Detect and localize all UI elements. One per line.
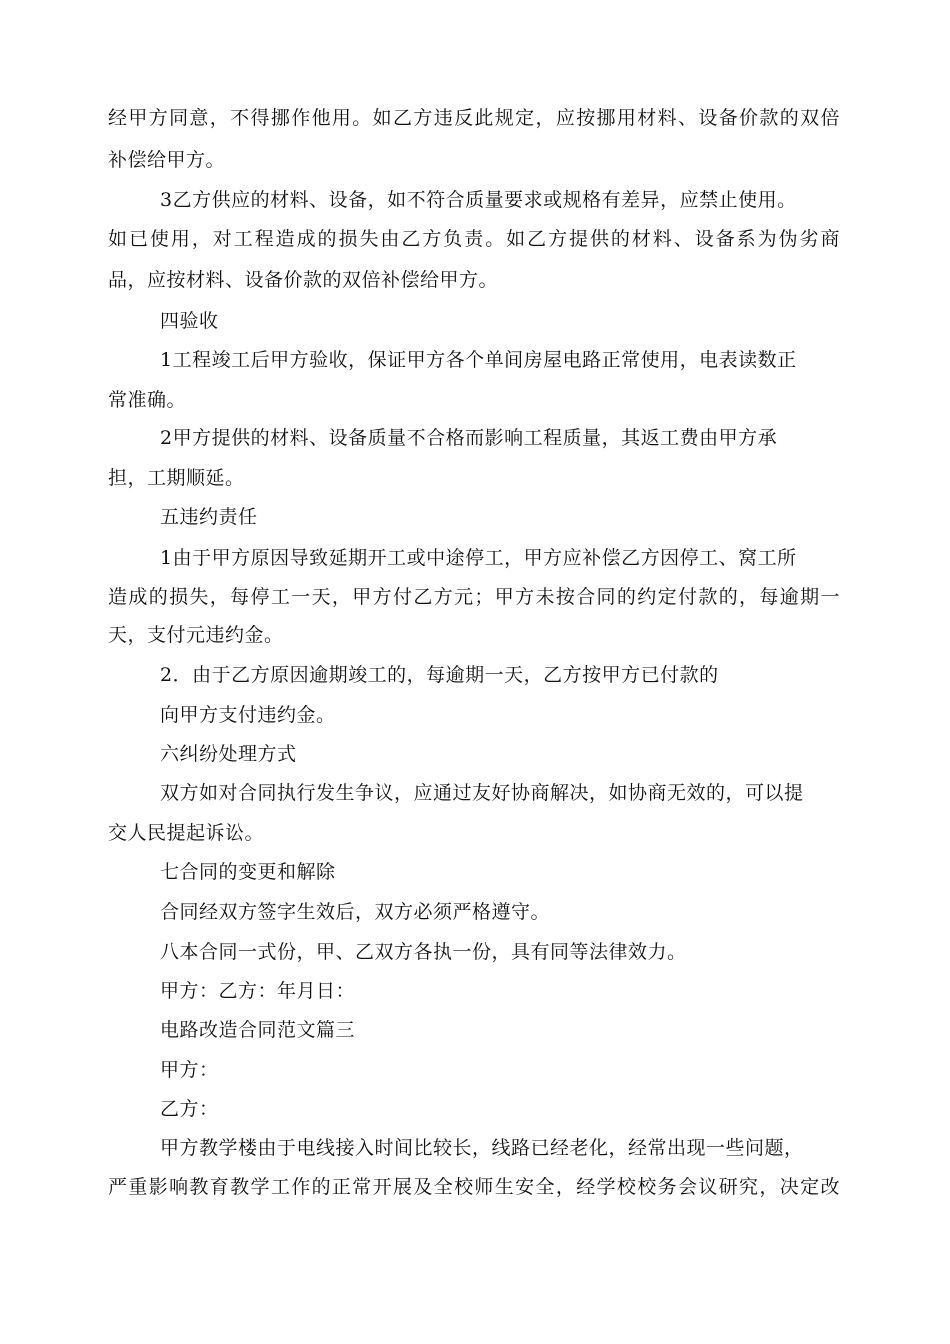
party-b-label: 乙方： xyxy=(160,1098,219,1120)
section-heading: 四验收 xyxy=(160,310,219,332)
text-line: 2甲方提供的材料、设备质量不合格而影响工程质量，其返工费由甲方承 xyxy=(160,427,778,449)
text-line: 担，工期顺延。 xyxy=(108,467,245,489)
text-line: 天，支付元违约金。 xyxy=(108,624,284,646)
text-line: 严重影响教育教学工作的正常开展及全校师生安全，经学校校务会议研究，决定改 xyxy=(108,1176,840,1198)
text-line: 补偿给甲方。 xyxy=(108,149,226,171)
template-title: 电路改造合同范文篇三 xyxy=(160,1019,356,1041)
text-line: 合同经双方签字生效后，双方必须严格遵守。 xyxy=(160,901,551,923)
text-line: 经甲方同意，不得挪作他用。如乙方违反此规定，应按挪用材料、设备价款的双倍 xyxy=(108,107,840,129)
text-line: 交人民提起诉讼。 xyxy=(108,822,265,844)
text-line: 甲方教学楼由于电线接入时间比较长，线路已经老化，经常出现一些问题， xyxy=(160,1137,804,1159)
text-line: 八本合同一式份，甲、乙双方各执一份，具有同等法律效力。 xyxy=(160,941,687,963)
text-line: 常准确。 xyxy=(108,389,187,411)
text-line: 3乙方供应的材料、设备，如不符合质量要求或规格有差异，应禁止使用。 xyxy=(160,189,797,211)
text-line: 品，应按材料、设备价款的双倍补偿给甲方。 xyxy=(108,269,499,291)
section-heading: 六纠纷处理方式 xyxy=(160,743,297,765)
section-heading: 五违约责任 xyxy=(160,506,258,528)
text-line: 1工程竣工后甲方验收，保证甲方各个单间房屋电路正常使用，电表读数正 xyxy=(160,349,797,371)
text-line: 向甲方支付违约金。 xyxy=(160,704,336,726)
text-line: 双方如对合同执行发生争议，应通过友好协商解决，如协商无效的，可以提 xyxy=(160,782,804,804)
text-line: 1由于甲方原因导致延期开工或中途停工，甲方应补偿乙方因停工、窝工所 xyxy=(160,547,797,569)
text-line: 如已使用，对工程造成的损失由乙方负责。如乙方提供的材料、设备系为伪劣商 xyxy=(108,228,840,250)
text-line: 造成的损失，每停工一天，甲方付乙方元；甲方未按合同的约定付款的，每逾期一 xyxy=(108,586,840,608)
party-a-label: 甲方： xyxy=(160,1059,219,1081)
section-heading: 七合同的变更和解除 xyxy=(160,861,336,883)
text-line: 2．由于乙方原因逾期竣工的，每逾期一天，乙方按甲方已付款的 xyxy=(160,664,719,686)
signature-line: 甲方：乙方：年月日： xyxy=(160,980,356,1002)
